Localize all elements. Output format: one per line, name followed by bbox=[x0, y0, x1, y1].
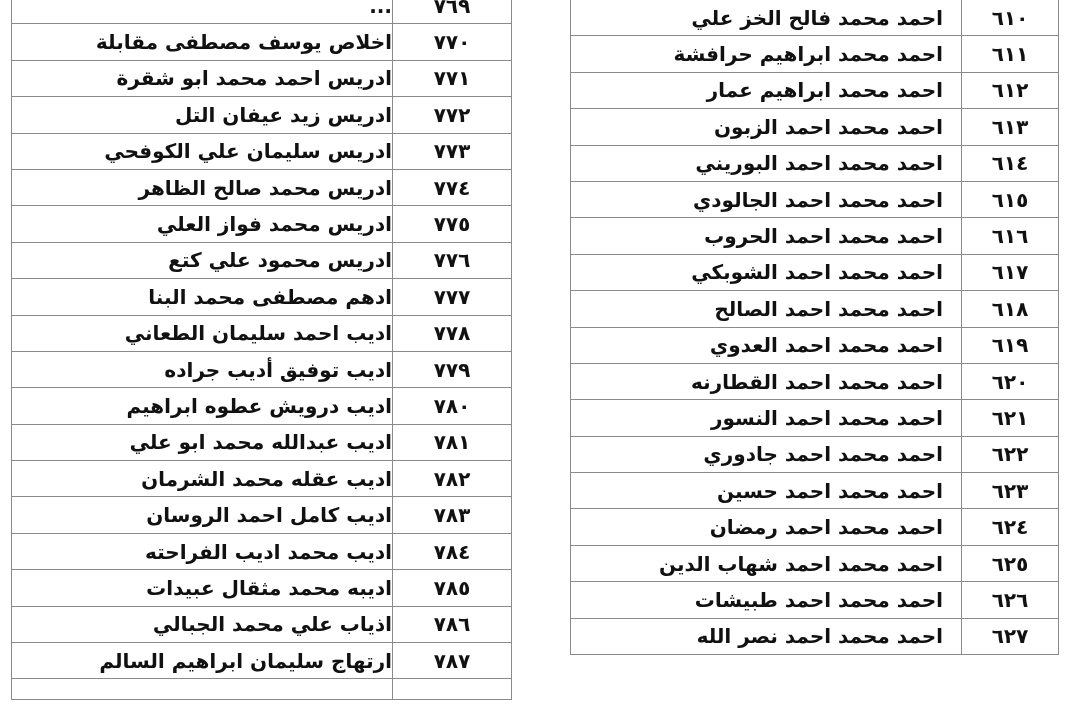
name-cell: اديب احمد سليمان الطعاني bbox=[12, 315, 393, 351]
table-row bbox=[12, 533, 512, 569]
name-cell: اذياب علي محمد الجبالي bbox=[12, 606, 393, 642]
table-row bbox=[571, 291, 1059, 327]
number-cell: ٧٧٨ bbox=[393, 315, 512, 351]
number-cell: ٧٨٠ bbox=[393, 388, 512, 424]
table-row bbox=[571, 36, 1059, 72]
name-cell: ادريس محمود علي كتع bbox=[12, 242, 393, 278]
table-row bbox=[571, 181, 1059, 217]
table-row bbox=[12, 351, 512, 387]
name-cell: احمد محمد احمد البوريني bbox=[571, 145, 962, 181]
number-cell: ٧٨١ bbox=[393, 424, 512, 460]
number-cell: ٧٧٩ bbox=[393, 351, 512, 387]
number-cell bbox=[393, 679, 512, 700]
table-row bbox=[12, 497, 512, 533]
number-cell: ٦٢٦ bbox=[962, 582, 1059, 618]
name-cell: ادريس محمد صالح الظاهر bbox=[12, 169, 393, 205]
number-cell: ٦١٠ bbox=[962, 0, 1059, 36]
name-cell: احمد محمد احمد النسور bbox=[571, 400, 962, 436]
number-cell: ٧٨٦ bbox=[393, 606, 512, 642]
table-row bbox=[571, 363, 1059, 399]
name-cell bbox=[12, 679, 393, 700]
table-row bbox=[571, 582, 1059, 618]
table-row bbox=[571, 254, 1059, 290]
name-cell: اديب درويش عطوه ابراهيم bbox=[12, 388, 393, 424]
table-row bbox=[12, 606, 512, 642]
name-cell: احمد محمد احمد طبيشات bbox=[571, 582, 962, 618]
number-cell: ٧٧١ bbox=[393, 60, 512, 96]
number-cell: ٧٨٢ bbox=[393, 461, 512, 497]
name-cell: اديب عقله محمد الشرمان bbox=[12, 461, 393, 497]
number-cell: ٦٢٥ bbox=[962, 545, 1059, 581]
name-cell: احمد محمد احمد جادوري bbox=[571, 436, 962, 472]
table-row bbox=[12, 206, 512, 242]
table-row bbox=[571, 545, 1059, 581]
name-cell: ادريس زيد عيفان التل bbox=[12, 97, 393, 133]
table-row bbox=[12, 60, 512, 96]
table-row bbox=[12, 169, 512, 205]
number-cell: ٦٢٤ bbox=[962, 509, 1059, 545]
number-cell: ٧٧٢ bbox=[393, 97, 512, 133]
number-cell: ٧٨٤ bbox=[393, 533, 512, 569]
name-cell: اديب كامل احمد الروسان bbox=[12, 497, 393, 533]
table-row bbox=[12, 0, 512, 24]
table-row bbox=[12, 279, 512, 315]
number-cell: ٦١٥ bbox=[962, 181, 1059, 217]
name-cell: احمد محمد احمد رمضان bbox=[571, 509, 962, 545]
table-row bbox=[571, 218, 1059, 254]
number-cell: ٧٧٦ bbox=[393, 242, 512, 278]
name-cell: احمد محمد احمد الزبون bbox=[571, 109, 962, 145]
number-cell: ٦١٨ bbox=[962, 291, 1059, 327]
number-cell: ٧٨٣ bbox=[393, 497, 512, 533]
table-row bbox=[12, 24, 512, 60]
table-row bbox=[571, 327, 1059, 363]
number-cell: ٧٨٧ bbox=[393, 643, 512, 679]
number-cell: ٧٧٠ bbox=[393, 24, 512, 60]
table-row bbox=[12, 424, 512, 460]
table-row bbox=[571, 109, 1059, 145]
number-cell: ٧٧٧ bbox=[393, 279, 512, 315]
number-cell: ٦١١ bbox=[962, 36, 1059, 72]
name-cell: اديب محمد اديب الفراحته bbox=[12, 533, 393, 569]
number-cell: ٦١٣ bbox=[962, 109, 1059, 145]
number-cell: ٧٧٤ bbox=[393, 169, 512, 205]
name-cell: ادهم مصطفى محمد البنا bbox=[12, 279, 393, 315]
name-cell: احمد محمد احمد القطارنه bbox=[571, 363, 962, 399]
name-cell: ادريس محمد فواز العلي bbox=[12, 206, 393, 242]
table-row bbox=[571, 618, 1059, 654]
name-cell: احمد محمد احمد الحروب bbox=[571, 218, 962, 254]
name-cell: ادريس احمد محمد ابو شقرة bbox=[12, 60, 393, 96]
number-cell: ٦٢٧ bbox=[962, 618, 1059, 654]
number-cell: ٦١٤ bbox=[962, 145, 1059, 181]
name-cell: احمد محمد احمد حسين bbox=[571, 473, 962, 509]
names-table-right bbox=[570, 0, 1059, 655]
name-cell: ... bbox=[12, 0, 393, 24]
name-cell: احمد محمد احمد نصر الله bbox=[571, 618, 962, 654]
name-cell: احمد محمد احمد الشوبكي bbox=[571, 254, 962, 290]
name-cell: اخلاص يوسف مصطفى مقابلة bbox=[12, 24, 393, 60]
table-row bbox=[571, 400, 1059, 436]
table-row bbox=[12, 679, 512, 700]
number-cell: ٧٨٥ bbox=[393, 570, 512, 606]
name-cell: احمد محمد فالح الخز علي bbox=[571, 0, 962, 36]
names-table-left bbox=[11, 0, 512, 700]
name-cell: احمد محمد ابراهيم عمار bbox=[571, 72, 962, 108]
table-row bbox=[12, 133, 512, 169]
table-row bbox=[571, 72, 1059, 108]
table-row bbox=[571, 473, 1059, 509]
name-cell: اديب توفيق أديب جراده bbox=[12, 351, 393, 387]
name-cell: اديبه محمد مثقال عبيدات bbox=[12, 570, 393, 606]
name-cell: احمد محمد احمد العدوي bbox=[571, 327, 962, 363]
name-cell: احمد محمد احمد الجالودي bbox=[571, 181, 962, 217]
name-cell: احمد محمد احمد شهاب الدين bbox=[571, 545, 962, 581]
table-row bbox=[571, 436, 1059, 472]
table-row bbox=[12, 643, 512, 679]
name-cell: ارتهاج سليمان ابراهيم السالم bbox=[12, 643, 393, 679]
table-row bbox=[571, 0, 1059, 36]
number-cell: ٦٢٢ bbox=[962, 436, 1059, 472]
table-row bbox=[12, 461, 512, 497]
table-row bbox=[571, 509, 1059, 545]
number-cell: ٦١٦ bbox=[962, 218, 1059, 254]
number-cell: ٧٧٥ bbox=[393, 206, 512, 242]
table-row bbox=[12, 388, 512, 424]
name-cell: احمد محمد احمد الصالح bbox=[571, 291, 962, 327]
number-cell: ٦٢١ bbox=[962, 400, 1059, 436]
table-row bbox=[571, 145, 1059, 181]
number-cell: ٧٧٣ bbox=[393, 133, 512, 169]
name-cell: اديب عبدالله محمد ابو علي bbox=[12, 424, 393, 460]
number-cell: ٧٦٩ bbox=[393, 0, 512, 24]
table-row bbox=[12, 97, 512, 133]
table-row bbox=[12, 242, 512, 278]
number-cell: ٦١٧ bbox=[962, 254, 1059, 290]
table-row bbox=[12, 570, 512, 606]
name-cell: احمد محمد ابراهيم حرافشة bbox=[571, 36, 962, 72]
number-cell: ٦٢٠ bbox=[962, 363, 1059, 399]
number-cell: ٦١٢ bbox=[962, 72, 1059, 108]
number-cell: ٦١٩ bbox=[962, 327, 1059, 363]
number-cell: ٦٢٣ bbox=[962, 473, 1059, 509]
table-row bbox=[12, 315, 512, 351]
name-cell: ادريس سليمان علي الكوفحي bbox=[12, 133, 393, 169]
